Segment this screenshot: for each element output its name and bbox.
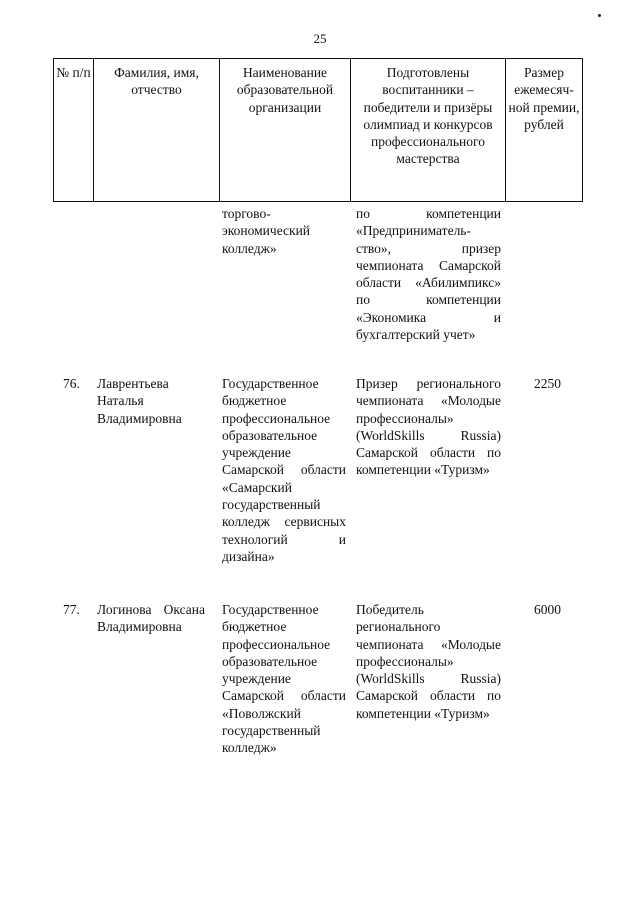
header-organization: Наименование образовательной организации: [220, 59, 351, 201]
page-number: 25: [313, 31, 327, 46]
header-achievements: Подготовлены воспитанники – победители и призёры олимпиад и конкурсов профессионального мастерства: [351, 59, 506, 201]
row-number: 76.: [63, 376, 80, 391]
table-header: [53, 58, 583, 202]
scan-dot: [598, 14, 601, 17]
header-amount: Размер ежемесяч-ной премии, рублей: [508, 65, 580, 132]
row-amount: 2250: [534, 376, 561, 391]
header-number: № п/п: [54, 59, 94, 201]
continuation-achievements: по компетенции «Предприниматель-ство», призер чемпионата Самарской области «Абилимпикс» по компетенции «Экономика и бухгалтерский учет»: [356, 206, 501, 343]
row-achievements: Призер регионального чемпионата «Молодые профессионалы» (WorldSkills Russia) Самарской области по компетенции «Туризм»: [356, 376, 501, 478]
row-name: Лаврентьева Наталья Владимировна: [97, 376, 182, 426]
row-organization: Государственное бюджетное профессиональное образовательное учреждение Самарской области «Самарский государственный колледж сервисных технологий и дизайна»: [222, 376, 346, 564]
row-amount: 6000: [534, 602, 561, 617]
row-achievements: Победитель регионального чемпионата «Молодые профессионалы» (WorldSkills Russia) Самарской области по компетенции «Туризм»: [356, 602, 501, 721]
row-number: 77.: [63, 602, 80, 617]
header-name: Фамилия, имя, отчество: [94, 59, 220, 201]
row-organization: Государственное бюджетное профессиональное образовательное учреждение Самарской области «Поволжский государственный колледж»: [222, 602, 346, 756]
row-name: Логинова Оксана Владимировна: [97, 602, 205, 635]
continuation-organization: торгово-экономический колледж»: [222, 206, 311, 256]
